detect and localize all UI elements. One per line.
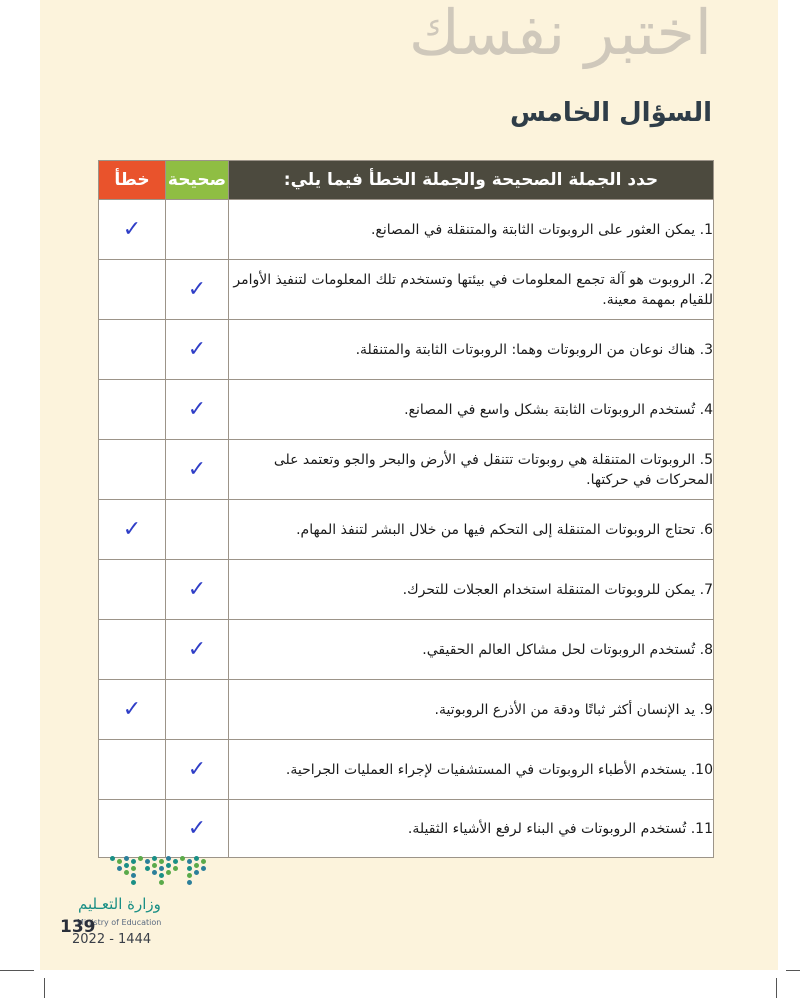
- crop-mark: [0, 970, 34, 971]
- wrong-cell[interactable]: [99, 440, 166, 500]
- correct-cell[interactable]: [166, 500, 229, 560]
- checkmark-icon: ✓: [122, 217, 142, 242]
- table-row: [99, 500, 714, 560]
- table-row: [99, 200, 714, 260]
- correct-cell[interactable]: [166, 680, 229, 740]
- wrong-cell[interactable]: [99, 620, 166, 680]
- wrong-cell[interactable]: [99, 680, 166, 740]
- checkmark-icon: ✓: [187, 277, 207, 302]
- logo-dot: [187, 859, 192, 864]
- logo-dot: [152, 863, 157, 868]
- table-body: [99, 200, 714, 858]
- wrong-cell[interactable]: [99, 560, 166, 620]
- correct-cell[interactable]: [166, 260, 229, 320]
- page-number: 139: [60, 917, 96, 937]
- logo-dot: [194, 863, 199, 868]
- table-row: [99, 680, 714, 740]
- ministry-logo: [110, 852, 206, 884]
- logo-dot: [166, 870, 171, 875]
- logo-dot: [173, 859, 178, 864]
- table-row: [99, 380, 714, 440]
- header-statement: حدد الجملة الصحيحة والجملة الخطأ فيما يلي:: [229, 161, 714, 200]
- correct-cell[interactable]: [166, 800, 229, 858]
- logo-dot: [145, 859, 150, 864]
- logo-dot: [180, 856, 185, 861]
- crop-mark: [44, 978, 45, 998]
- logo-dot: [124, 863, 129, 868]
- logo-dot: [194, 856, 199, 861]
- statement-cell: 11. تُستخدم الروبوتات في البناء لرفع الأشياء الثقيلة.: [229, 800, 714, 858]
- checkmark-icon: ✓: [187, 757, 207, 782]
- wrong-cell[interactable]: [99, 740, 166, 800]
- logo-dot: [159, 880, 164, 885]
- logo-dot: [194, 870, 199, 875]
- logo-dot: [166, 863, 171, 868]
- logo-dot: [159, 859, 164, 864]
- logo-dot: [187, 873, 192, 878]
- logo-dot: [201, 866, 206, 871]
- statement-cell: 2. الروبوت هو آلة تجمع المعلومات في بيئتها وتستخدم تلك المعلومات لتنفيذ الأوامر للقيام بمهمة معينة.: [229, 260, 714, 320]
- checkmark-icon: ✓: [187, 577, 207, 602]
- wrong-cell[interactable]: [99, 500, 166, 560]
- checkmark-icon: ✓: [187, 457, 207, 482]
- crop-mark: [786, 970, 800, 971]
- logo-dot: [152, 856, 157, 861]
- logo-dot: [187, 866, 192, 871]
- table-row: [99, 320, 714, 380]
- logo-dot: [131, 880, 136, 885]
- ministry-name-english: Ministry of Education: [77, 918, 162, 927]
- logo-dot: [131, 873, 136, 878]
- table-row: [99, 620, 714, 680]
- correct-cell[interactable]: [166, 440, 229, 500]
- statement-cell: 5. الروبوتات المتنقلة هي روبوتات تتنقل في الأرض والبحر والجو وتعتمد على المحركات في حركتها.: [229, 440, 714, 500]
- logo-dot: [117, 866, 122, 871]
- wrong-cell[interactable]: [99, 320, 166, 380]
- correct-cell[interactable]: [166, 620, 229, 680]
- table-header-row: [99, 161, 714, 200]
- wrong-cell[interactable]: [99, 260, 166, 320]
- year-label: 2022 - 1444: [72, 932, 152, 947]
- table-row: [99, 260, 714, 320]
- checkmark-icon: ✓: [122, 697, 142, 722]
- header-correct: صحيحة: [166, 161, 229, 200]
- ministry-name-arabic: وزارة التعـليم: [78, 895, 161, 913]
- logo-dot: [145, 866, 150, 871]
- true-false-table: [98, 160, 714, 858]
- statement-cell: 6. تحتاج الروبوتات المتنقلة إلى التحكم فيها من خلال البشر لتنفذ المهام.: [229, 500, 714, 560]
- logo-dot: [138, 856, 143, 861]
- crop-mark: [776, 978, 777, 998]
- logo-dot: [201, 859, 206, 864]
- logo-dot: [159, 873, 164, 878]
- logo-dot: [173, 866, 178, 871]
- table-row: [99, 560, 714, 620]
- header-wrong: خطأ: [99, 161, 166, 200]
- logo-dot: [152, 870, 157, 875]
- correct-cell[interactable]: [166, 320, 229, 380]
- logo-dot: [124, 856, 129, 861]
- correct-cell[interactable]: [166, 200, 229, 260]
- statement-cell: 10. يستخدم الأطباء الروبوتات في المستشفيات لإجراء العمليات الجراحية.: [229, 740, 714, 800]
- wrong-cell[interactable]: [99, 800, 166, 858]
- checkmark-icon: ✓: [187, 397, 207, 422]
- statement-cell: 3. هناك نوعان من الروبوتات وهما: الروبوتات الثابتة والمتنقلة.: [229, 320, 714, 380]
- checkmark-icon: ✓: [187, 816, 207, 841]
- logo-dot: [159, 866, 164, 871]
- logo-dot: [131, 859, 136, 864]
- logo-dot: [131, 866, 136, 871]
- logo-dot: [187, 880, 192, 885]
- checkmark-icon: ✓: [187, 637, 207, 662]
- page-title: اختبر نفسك: [408, 0, 712, 69]
- section-title: السؤال الخامس: [510, 98, 712, 128]
- logo-dot: [110, 856, 115, 861]
- checkmark-icon: ✓: [187, 337, 207, 362]
- correct-cell[interactable]: [166, 380, 229, 440]
- logo-dot: [166, 856, 171, 861]
- statement-cell: 1. يمكن العثور على الروبوتات الثابتة والمتنقلة في المصانع.: [229, 200, 714, 260]
- wrong-cell[interactable]: [99, 380, 166, 440]
- correct-cell[interactable]: [166, 740, 229, 800]
- table-row: [99, 740, 714, 800]
- table-row: [99, 440, 714, 500]
- logo-dot: [124, 870, 129, 875]
- statement-cell: 4. تُستخدم الروبوتات الثابتة بشكل واسع في المصانع.: [229, 380, 714, 440]
- statement-cell: 9. يد الإنسان أكثر ثباتًا ودقة من الأذرع الروبوتية.: [229, 680, 714, 740]
- statement-cell: 8. تُستخدم الروبوتات لحل مشاكل العالم الحقيقي.: [229, 620, 714, 680]
- correct-cell[interactable]: [166, 560, 229, 620]
- logo-dot: [117, 859, 122, 864]
- table-row: [99, 800, 714, 858]
- checkmark-icon: ✓: [122, 517, 142, 542]
- statement-cell: 7. يمكن للروبوتات المتنقلة استخدام العجلات للتحرك.: [229, 560, 714, 620]
- wrong-cell[interactable]: [99, 200, 166, 260]
